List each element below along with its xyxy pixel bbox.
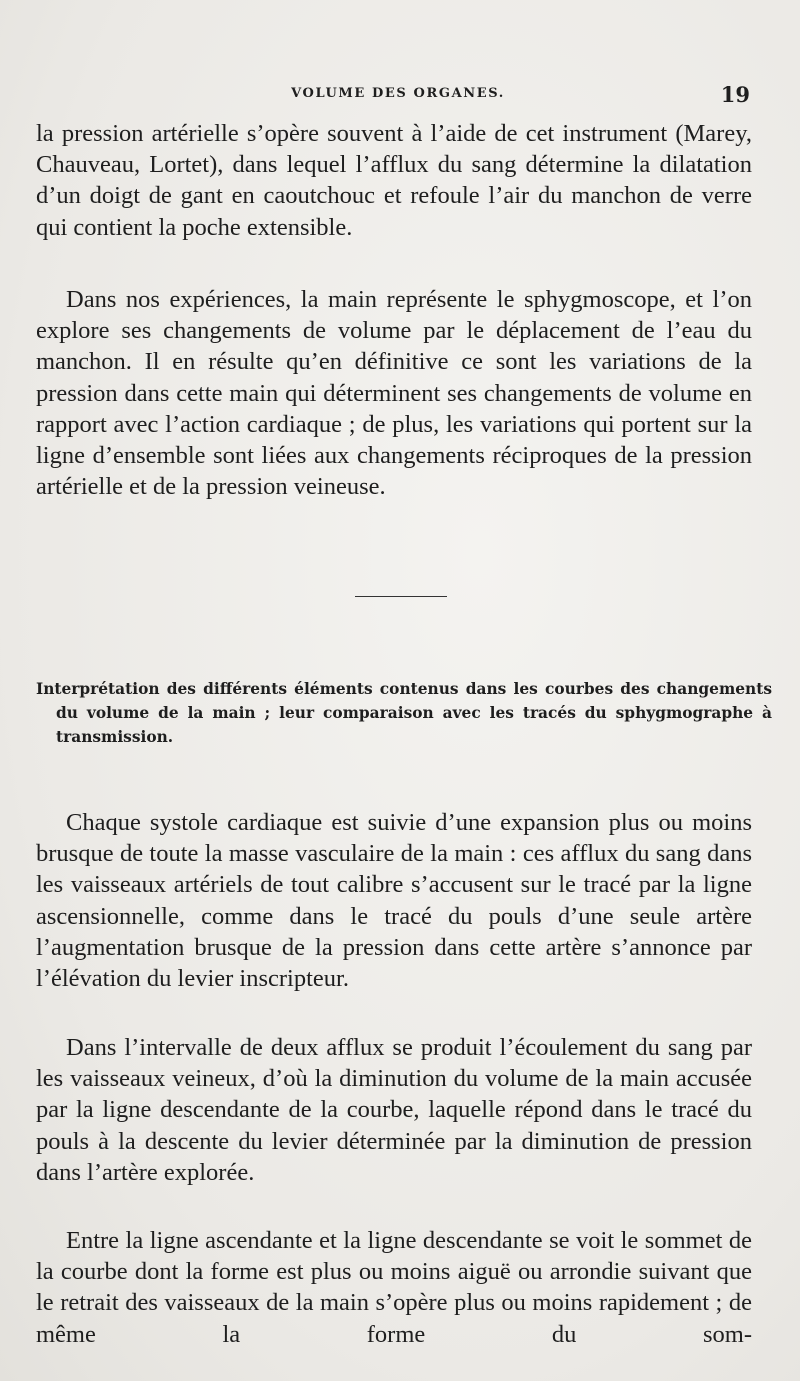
paragraph-continued: la pression artérielle s’opère souvent à l’aide de cet instrument (Marey, Chauveau, Lortet), dans lequel l’afflux du sang détermine la dilatation d’un doigt de gant en caoutchouc et refoule l’air du manchon de verre qui contient la poche extensible. [36,120,752,241]
section-divider [355,596,447,597]
page-number: 19 [720,82,750,107]
running-header [36,82,760,108]
paragraph-systole: Chaque systole cardiaque est suivie d’une expansion plus ou moins brusque de toute la masse vasculaire de la main : ces afflux du sang dans les vaisseaux artériels de tout calibre s’accusent sur le tracé par la ligne ascensionnelle, comme dans le tracé du pouls d’une seule artère l’augmentation brusque de la pression dans cette artère s’annonce par l’élévation du levier inscripteur. [36,809,752,993]
paragraph-sommet: Entre la ligne ascendante et la ligne descendante se voit le sommet de la courbe dont la forme est plus ou moins aiguë ou arrondie suivant que le retrait des vaisseaux de la main s’opère plus ou moins rapidement ; de même la forme du som- [36,1227,752,1348]
paragraph-sphygmoscope: Dans nos expériences, la main représente le sphygmoscope, et l’on explore ses changements de volume par le déplacement de l’eau du manchon. Il en résulte qu’en définitive ce sont les variations de la pression dans cette main qui déterminent ses changements de volume en rapport avec l’action cardiaque ; de plus, les variations qui portent sur la ligne d’ensemble sont liées aux changements réciproques de la pression artérielle et de la pression veineuse. [36,286,752,501]
running-title: VOLUME DES ORGANES. [291,86,505,101]
paragraph-ecoulement: Dans l’intervalle de deux afflux se produit l’écoulement du sang par les vaisseaux veineux, d’où la diminution du volume de la main accusée par la ligne descendante de la courbe, laquelle répond dans le tracé du pouls à la descente du levier déterminée par la diminution de pression dans l’artère explorée. [36,1034,752,1186]
section-heading: Interprétation des différents éléments contenus dans les courbes des changements du volume de la main ; leur comparaison avec les tracés du sphygmographe à transmission. [36,680,772,746]
